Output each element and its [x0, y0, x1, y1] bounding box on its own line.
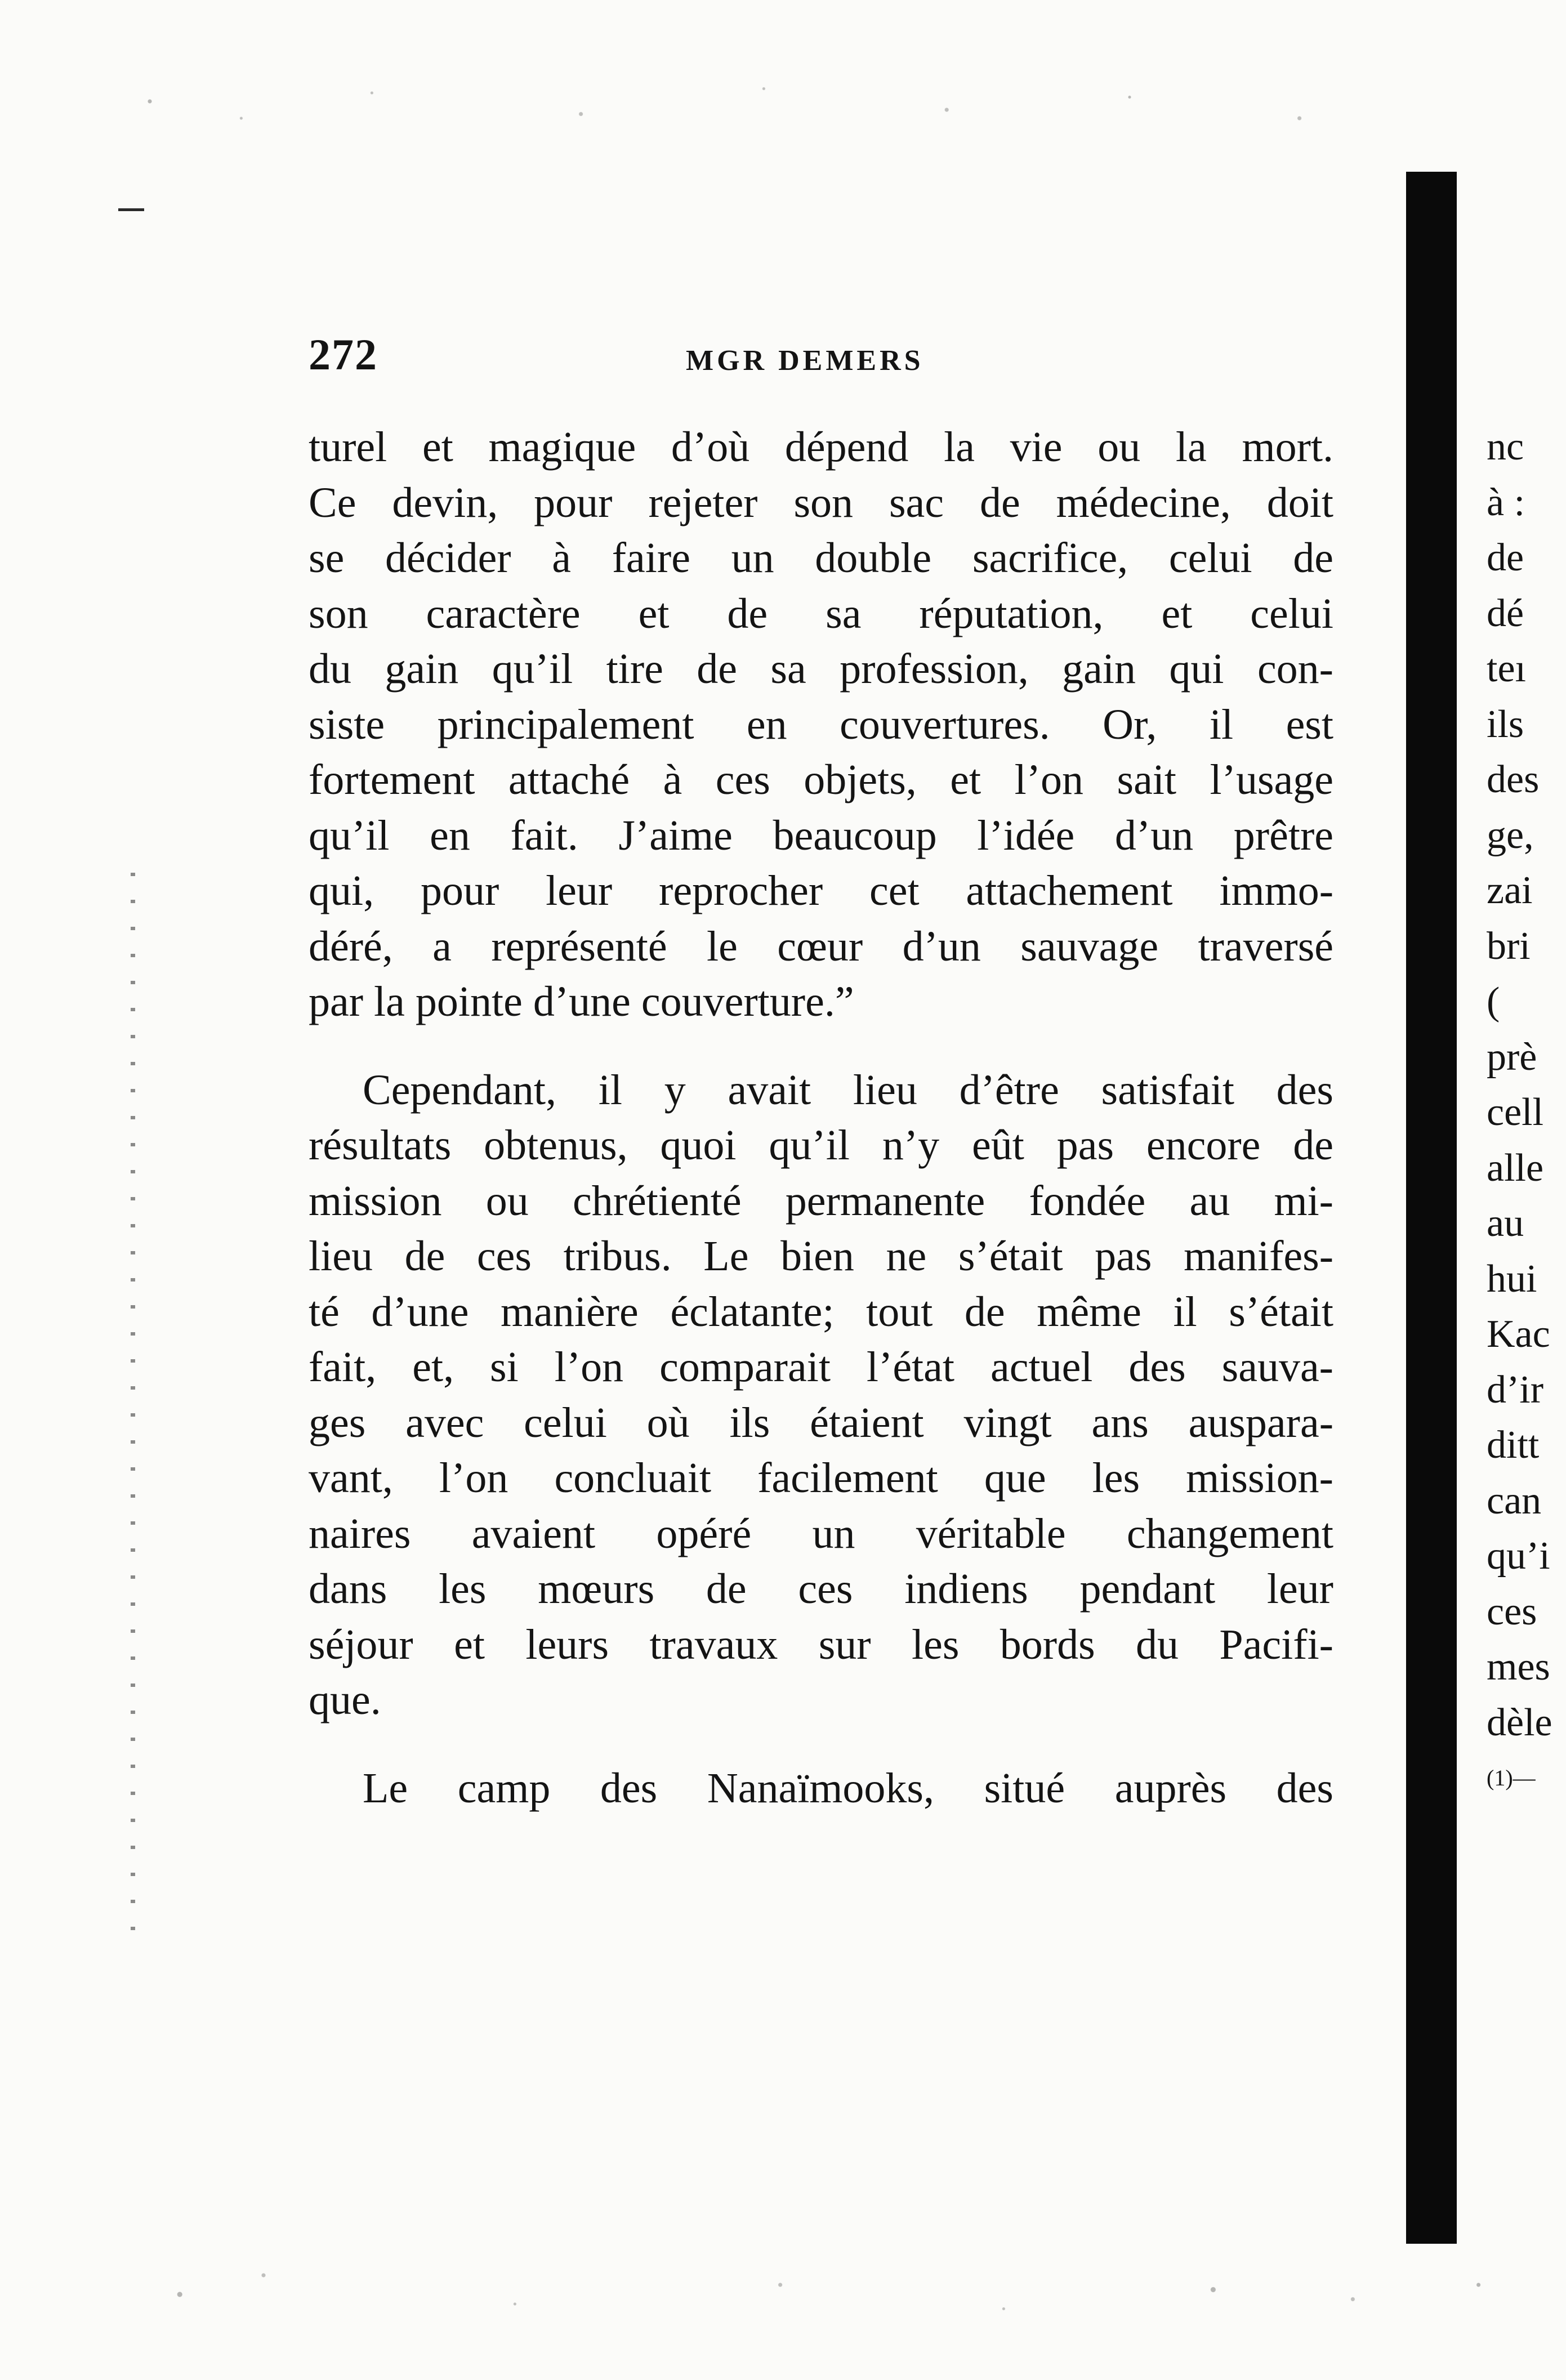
text-line: Le camp des Nanaïmooks, situé auprès des	[363, 1764, 1333, 1812]
text-line: siste principalement en couvertures. Or, il est	[309, 700, 1333, 748]
page-number: 272	[309, 330, 378, 379]
fragment-line: dé	[1487, 591, 1524, 635]
paragraph-gap	[309, 1030, 1333, 1062]
text-line: se décider à faire un double sacrifice, celui de	[309, 534, 1333, 582]
text-line: Ce devin, pour rejeter son sac de médecine, doit	[309, 479, 1333, 526]
margin-dotted-line	[131, 873, 135, 1943]
fragment-line: cell	[1487, 1091, 1544, 1134]
text-line: dans les mœurs de ces indiens pendant leur	[309, 1565, 1333, 1613]
fragment-line: nc	[1487, 425, 1524, 468]
fragment-line: alle	[1487, 1146, 1544, 1190]
running-title: MGR DEMERS	[686, 345, 924, 377]
text-line: mission ou chrétienté permanente fondée au mi-	[309, 1177, 1333, 1225]
text-line: déré, a représenté le cœur d’un sauvage traversé	[309, 922, 1333, 970]
body-text	[309, 419, 1333, 1816]
text-line: fortement attaché à ces objets, et l’on sait l’usage	[309, 756, 1333, 803]
text-line: qui, pour leur reprocher cet attachement immo-	[309, 867, 1333, 914]
text-line: du gain qu’il tire de sa profession, gain qui con-	[309, 645, 1333, 693]
fragment-line: bri	[1487, 924, 1531, 968]
fragment-line: à :	[1487, 480, 1525, 524]
text-line: qu’il en fait. J’aime beaucoup l’idée d’un prêtre	[309, 811, 1333, 859]
text-line: té d’une manière éclatante; tout de même il s’était	[309, 1288, 1333, 1336]
paragraph-3	[309, 1761, 1333, 1816]
paragraph-2	[309, 1062, 1333, 1728]
fragment-line: au	[1487, 1202, 1524, 1245]
text-line: ges avec celui où ils étaient vingt ans auspara-	[309, 1399, 1333, 1446]
fragment-line: hui	[1487, 1257, 1537, 1301]
fragment-line: qu’i	[1487, 1534, 1550, 1578]
text-line: Cependant, il y avait lieu d’être satisfait des	[363, 1066, 1333, 1114]
facing-page-fragment	[1487, 419, 1566, 1806]
fragment-line: (	[1487, 980, 1500, 1023]
text-line: séjour et leurs travaux sur les bords du Pacifi-	[309, 1620, 1333, 1668]
text-line: turel et magique d’où dépend la vie ou la mort.	[309, 423, 1333, 471]
fragment-line: des	[1487, 758, 1540, 801]
fragment-line: ge,	[1487, 813, 1534, 857]
fragment-line: Kac	[1487, 1312, 1550, 1356]
margin-tick-mark	[118, 208, 144, 211]
text-line: vant, l’on concluait facilement que les mission-	[309, 1454, 1333, 1502]
text-line: que.	[309, 1676, 381, 1723]
fragment-line: ils	[1487, 702, 1524, 746]
fragment-line: prè	[1487, 1035, 1537, 1079]
fragment-line: dèle	[1487, 1700, 1552, 1744]
paragraph-1	[309, 419, 1333, 1030]
text-line: naires avaient opéré un véritable changement	[309, 1510, 1333, 1557]
scan-noise-bottom	[124, 2247, 1520, 2342]
fragment-line: ditt	[1487, 1423, 1540, 1467]
fragment-line: mes	[1487, 1645, 1550, 1689]
text-line: résultats obtenus, quoi qu’il n’y eût pas encore de	[309, 1122, 1333, 1169]
fragment-line: zai	[1487, 869, 1533, 912]
text-line: son caractère et de sa réputation, et celui	[309, 590, 1333, 637]
fragment-line: teı	[1487, 647, 1526, 690]
fragment-footnote: (1)—	[1487, 1765, 1536, 1790]
scanner-gutter-bar	[1406, 172, 1457, 2244]
fragment-line: d’ir	[1487, 1368, 1544, 1412]
text-line: fait, et, si l’on comparait l’état actuel des sauva-	[309, 1343, 1333, 1391]
fragment-line: de	[1487, 536, 1524, 579]
fragment-line: ces	[1487, 1589, 1537, 1633]
scan-noise-top	[84, 68, 1391, 152]
fragment-line: can	[1487, 1479, 1542, 1522]
text-line: lieu de ces tribus. Le bien ne s’était pas manifes-	[309, 1233, 1333, 1280]
running-head	[309, 329, 1333, 380]
paragraph-gap	[309, 1728, 1333, 1761]
text-line: par la pointe d’une couverture.”	[309, 978, 854, 1025]
